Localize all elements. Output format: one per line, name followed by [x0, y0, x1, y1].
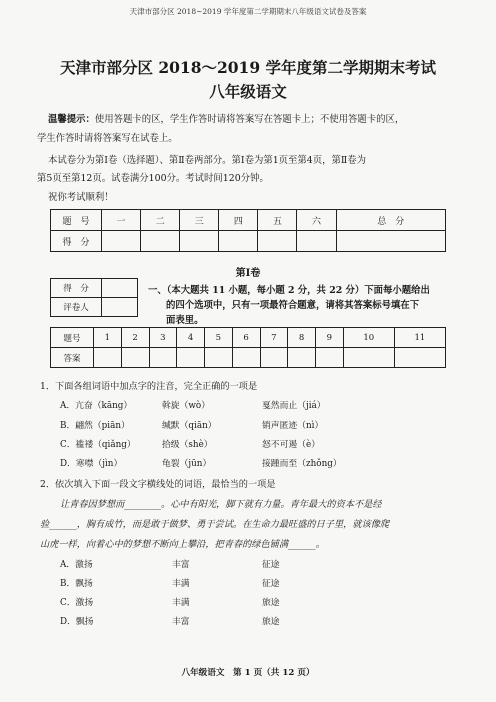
- question-number: 2: [121, 328, 149, 348]
- answer-table: [50, 327, 446, 368]
- wish-text: 祝你考试顺利！: [48, 192, 114, 203]
- question-number: 7: [260, 328, 288, 348]
- answer-cell[interactable]: [232, 348, 260, 368]
- q2-stem: 2．依次填入下面一段文字横线处的词语，最恰当的一项是: [40, 479, 276, 490]
- answer-header-label: 题号: [51, 328, 94, 348]
- question-number: 1: [94, 328, 122, 348]
- q1-option-a-word-1: A．亢奋（kāng）: [60, 401, 133, 411]
- answer-table-number-row: [51, 328, 446, 348]
- grader-score-cell[interactable]: [102, 279, 138, 298]
- grader-name-label: 评卷人: [51, 298, 102, 317]
- score-header-cell: 一: [102, 210, 141, 231]
- answer-cell[interactable]: [121, 348, 149, 368]
- running-header: 天津市部分区 2018~2019 学年度第二学期期末八年级语文试卷及答案: [129, 7, 367, 16]
- score-header-cell: 题 号: [51, 210, 102, 231]
- question-number: 8: [288, 328, 316, 348]
- question-number: 3: [149, 328, 177, 348]
- question-number: 11: [394, 328, 445, 348]
- q2-passage-line-3: 山虎一样，向着心中的梦想不断向上攀沿，把青春的绿色铺满______。: [40, 539, 325, 550]
- score-table-row: [51, 231, 446, 252]
- exam-subject: 八年级语文: [209, 82, 287, 101]
- q1-option-a-word-2: 斡旋（wò）: [162, 401, 211, 411]
- intro-line-1: 本试卷分为第Ⅰ卷（选择题）、第Ⅱ卷两部分。第Ⅰ卷为第1页至第4页，第Ⅱ卷为: [48, 155, 367, 166]
- score-header-cell: 四: [219, 210, 258, 231]
- score-cell[interactable]: [258, 231, 297, 252]
- score-cell[interactable]: [336, 231, 445, 252]
- q1-option-b-word-2: 缄默（qiān）: [162, 421, 217, 431]
- q2-option-c-word-2: 丰满: [172, 598, 190, 608]
- notice-text-1: 使用答题卡的区，学生作答时请将答案写在答题卡上；不使用答题卡的区，: [94, 114, 405, 125]
- q2-option-b-word-3: 征途: [262, 579, 280, 589]
- q2-option-c-word-1: C．激扬: [60, 598, 94, 608]
- answer-cell[interactable]: [316, 348, 344, 368]
- q2-option-a-word-1: A．激扬: [60, 560, 93, 570]
- q1-stem: 1．下面各组词语中加点字的注音，完全正确的一项是: [40, 381, 258, 392]
- question-number: 5: [205, 328, 233, 348]
- q1-option-d-word-3: 接踵而至（zhǒng）: [262, 459, 342, 469]
- q2-option-a-word-3: 征途: [262, 560, 280, 570]
- score-header-cell: 三: [180, 210, 219, 231]
- question-number: 10: [343, 328, 394, 348]
- q1-option-d-word-2: 龟裂（jūn）: [162, 459, 212, 469]
- score-table: [50, 209, 446, 252]
- score-cell[interactable]: [102, 231, 141, 252]
- grader-name-cell[interactable]: [102, 298, 138, 317]
- q2-option-d-word-3: 旅途: [262, 617, 280, 627]
- score-header-cell: 五: [258, 210, 297, 231]
- question-number: 9: [316, 328, 344, 348]
- score-cell[interactable]: [297, 231, 336, 252]
- q2-option-b-word-2: 丰满: [172, 579, 190, 589]
- score-header-cell: 二: [141, 210, 180, 231]
- score-table-header-row: [51, 210, 446, 231]
- part1-instruction-3: 面表里。: [166, 315, 204, 326]
- score-cell[interactable]: [141, 231, 180, 252]
- q1-option-c-word-1: C．褴褛（qiǎng）: [60, 440, 136, 450]
- score-cell[interactable]: [219, 231, 258, 252]
- q2-passage-line-2: 验______，胸有成竹，而是敢于做梦、勇于尝试。在生命力最旺盛的日子里，就该像爬: [40, 519, 390, 530]
- q1-option-b-word-3: 销声匿迹（nì）: [262, 421, 324, 431]
- q2-option-c-word-3: 旅途: [262, 598, 280, 608]
- part1-instruction-2: 的四个选项中，只有一项最符合题意，请将其答案标号填在下: [166, 300, 420, 311]
- question-number: 6: [232, 328, 260, 348]
- grader-score-label: 得 分: [51, 279, 102, 298]
- q2-option-a-word-2: 丰富: [172, 560, 190, 570]
- score-cell[interactable]: [180, 231, 219, 252]
- question-number: 4: [177, 328, 205, 348]
- answer-cell[interactable]: [394, 348, 445, 368]
- part1-instruction-1: 一、（本大题共 11 小题，每小题 2 分，共 22 分）下面每小题给出: [148, 285, 430, 296]
- score-header-cell: 总 分: [336, 210, 445, 231]
- q2-option-b-word-1: B．飘扬: [60, 579, 93, 589]
- exam-title: 天津市部分区 2018～2019 学年度第二学期期末考试: [59, 58, 437, 77]
- q1-option-c-word-2: 拾级（shè）: [162, 440, 213, 450]
- notice-line-1: [48, 111, 404, 125]
- q1-option-a-word-3: 戛然而止（jiá）: [262, 401, 326, 411]
- section-title: 第Ⅰ卷: [235, 268, 261, 279]
- q2-passage-line-1: 让青春因梦想而________。心中有阳光，脚下就有力量。青年最大的资本不是经: [60, 499, 382, 510]
- answer-cell[interactable]: [205, 348, 233, 368]
- answer-cell[interactable]: [260, 348, 288, 368]
- intro-line-2: 第5页至第12页。试卷满分100分。考试时间120分钟。: [37, 173, 269, 184]
- answer-row-label: 答案: [51, 348, 94, 368]
- notice-label: 温馨提示：: [48, 114, 95, 125]
- q2-option-d-word-1: D．飘扬: [60, 617, 94, 627]
- grader-box: [50, 278, 138, 317]
- score-header-cell: 六: [297, 210, 336, 231]
- answer-cell[interactable]: [288, 348, 316, 368]
- notice-line-2: 学生作答时请将答案写在试卷上。: [37, 133, 178, 144]
- q1-option-c-word-3: 怒不可遏（è）: [262, 440, 320, 450]
- page-footer: 八年级语文 第 1 页（共 12 页）: [181, 668, 315, 678]
- q1-option-b-word-1: B．翩然（piān）: [60, 421, 130, 431]
- answer-cell[interactable]: [343, 348, 394, 368]
- answer-cell[interactable]: [149, 348, 177, 368]
- answer-cell[interactable]: [177, 348, 205, 368]
- score-row-label: 得 分: [51, 231, 102, 252]
- q1-option-d-word-1: D．寒噤（jìn）: [60, 459, 123, 469]
- q2-option-d-word-2: 丰富: [172, 617, 190, 627]
- answer-cell[interactable]: [94, 348, 122, 368]
- answer-table-answer-row: [51, 348, 446, 368]
